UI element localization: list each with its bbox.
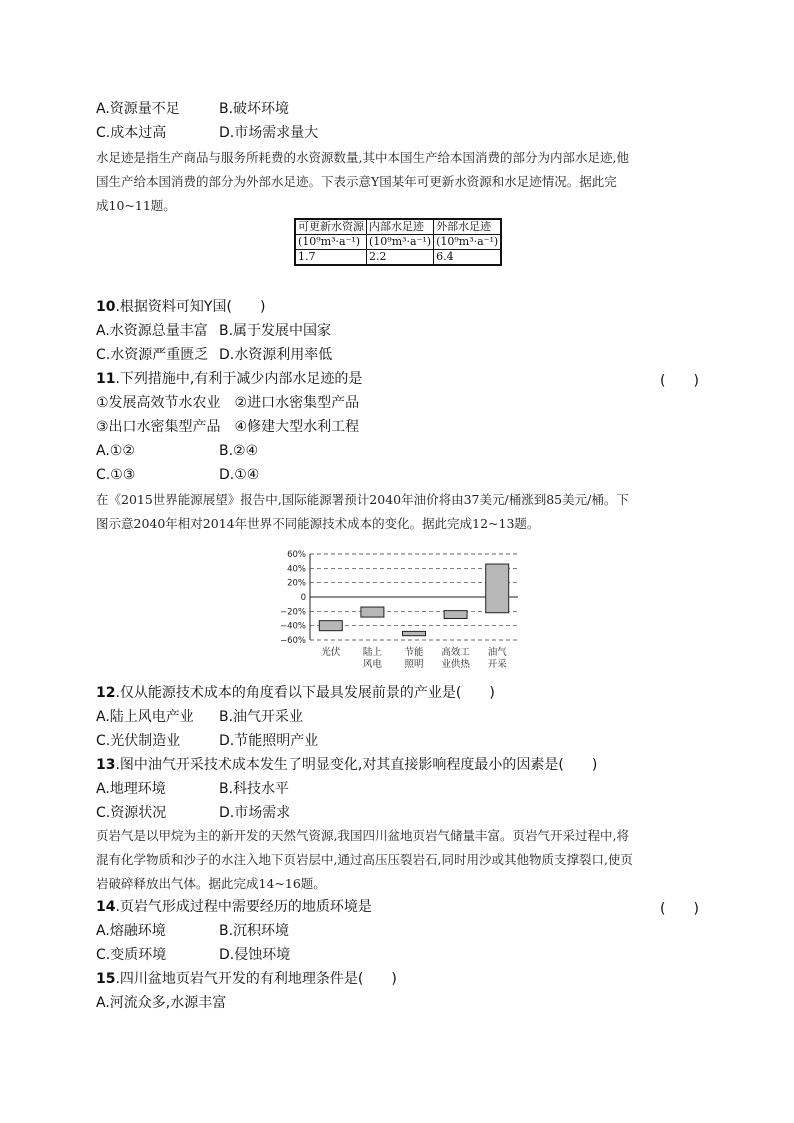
q13-stem (96, 756, 597, 774)
category-label: 开采 (487, 659, 507, 670)
table-row (295, 250, 501, 266)
y-tick-label: 60% (287, 550, 306, 560)
q15-number: 15 (96, 971, 116, 987)
q11-stem (96, 370, 362, 388)
q13-option-d: D.市场需求 (219, 805, 291, 821)
q13-option-c: C.资源状况 (96, 805, 167, 821)
table-value-cell: 6.4 (434, 250, 502, 266)
q14-stem (96, 898, 372, 916)
bar (403, 631, 426, 635)
q15-stem-text: .四川盆地页岩气开发的有利地理条件是( ) (115, 971, 397, 987)
q11-answer-paren: ( ) (660, 373, 699, 389)
y-tick-label: 20% (287, 578, 306, 589)
table-unit-cell: (10⁹m³·a⁻¹) (434, 235, 502, 250)
q10-stem (96, 298, 265, 316)
q14-number: 14 (96, 899, 116, 915)
y-tick-label: 0 (300, 593, 306, 603)
category-label: 陆上 (362, 647, 382, 658)
category-label: 业供热 (441, 659, 470, 670)
q14-option-a: A.熔融环境 (96, 923, 166, 939)
water-footprint-table (294, 218, 502, 266)
q11-option-c: C.①③ (96, 467, 136, 483)
q11-option-a: A.①② (96, 443, 135, 459)
category-label: 高效工 (441, 647, 470, 658)
category-label: 照明 (404, 659, 424, 670)
material-energy-line: 图示意2040年相对2014年世界不同能源技术成本的变化。据此完成12~13题。 (96, 516, 540, 531)
q12-number: 12 (96, 685, 116, 701)
table-value-cell: 1.7 (295, 250, 367, 266)
q14-stem-text: .页岩气形成过程中需要经历的地质环境是 (115, 899, 372, 915)
q10-option-d: D.水资源利用率低 (219, 347, 333, 363)
table-header-row (295, 219, 501, 235)
q12-stem (96, 684, 495, 702)
material-water-line: 水足迹是指生产商品与服务所耗费的水资源数量,其中本国生产给本国消费的部分为内部水足迹,他 (96, 150, 629, 165)
q13-number: 13 (96, 757, 116, 773)
q14-answer-paren: ( ) (660, 901, 699, 917)
bar (444, 611, 467, 619)
table-header-cell: 内部水足迹 (367, 219, 434, 235)
q9-option-c: C.成本过高 (96, 125, 167, 141)
y-tick-label: −60% (279, 636, 306, 646)
bar (361, 607, 384, 617)
table-unit-cell: (10⁹m³·a⁻¹) (367, 235, 434, 250)
q12-option-d: D.节能照明产业 (219, 733, 319, 749)
y-tick-label: −40% (279, 621, 306, 632)
category-label: 节能 (404, 647, 424, 658)
q13-option-b: B.科技水平 (219, 781, 290, 797)
material-water-line: 成10~11题。 (96, 198, 176, 213)
q11-item-line: ③出口水密集型产品 ④修建大型水利工程 (96, 419, 360, 435)
q10-number: 10 (96, 299, 116, 315)
q9-option-a: A.资源量不足 (96, 101, 180, 117)
category-label: 风电 (362, 659, 382, 670)
material-energy-line: 在《2015世界能源展望》报告中,国际能源署预计2040年油价将由37美元/桶涨到85美元/桶。下 (96, 492, 629, 507)
q14-option-c: C.变质环境 (96, 947, 167, 963)
material-water-line: 国生产给本国消费的部分为外部水足迹。下表示意Y国某年可更新水资源和水足迹情况。据此完 (96, 174, 617, 189)
energy-cost-chart (270, 540, 530, 676)
material-shale-line: 混有化学物质和沙子的水注入地下页岩层中,通过高压压裂岩石,同时用沙或其他物质支撑裂口,使页 (96, 852, 633, 867)
q14-option-d: D.侵蚀环境 (219, 947, 291, 963)
q9-option-d: D.市场需求量大 (219, 125, 319, 141)
q10-option-a: A.水资源总量丰富 (96, 323, 208, 339)
y-tick-label: −20% (279, 607, 306, 618)
bar (486, 564, 509, 613)
q11-number: 11 (96, 371, 116, 387)
q11-option-d: D.①④ (219, 467, 260, 483)
q13-option-a: A.地理环境 (96, 781, 166, 797)
category-label: 油气 (487, 647, 507, 658)
q10-stem-text: .根据资料可知Y国( ) (115, 299, 266, 315)
q12-stem-text: .仅从能源技术成本的角度看以下最具发展前景的产业是( ) (115, 685, 495, 701)
material-shale-line: 页岩气是以甲烷为主的新开发的天然气资源,我国四川盆地页岩气储量丰富。页岩气开采过程中,将 (96, 828, 629, 843)
q10-option-c: C.水资源严重匮乏 (96, 347, 209, 363)
q11-item-line: ①发展高效节水农业 ②进口水密集型产品 (96, 395, 360, 411)
q10-option-b: B.属于发展中国家 (219, 323, 332, 339)
q15-option-a: A.河流众多,水源丰富 (96, 995, 227, 1011)
y-tick-label: 40% (287, 564, 306, 575)
table-unit-cell: (10⁹m³·a⁻¹) (295, 235, 367, 250)
table-value-cell: 2.2 (367, 250, 434, 266)
q12-option-a: A.陆上风电产业 (96, 709, 194, 725)
q13-stem-text: .图中油气开采技术成本发生了明显变化,对其直接影响程度最小的因素是( ) (115, 757, 598, 773)
q15-stem (96, 970, 397, 988)
q12-option-c: C.光伏制造业 (96, 733, 181, 749)
table-header-cell: 可更新水资源 (295, 219, 367, 235)
material-shale-line: 岩破碎释放出气体。据此完成14~16题。 (96, 876, 326, 891)
category-label: 光伏 (321, 647, 341, 658)
q9-option-b: B.破坏环境 (219, 101, 290, 117)
q12-option-b: B.油气开采业 (219, 709, 304, 725)
q11-option-b: B.②④ (219, 443, 259, 459)
table-header-cell: 外部水足迹 (434, 219, 502, 235)
table-unit-row (295, 235, 501, 250)
q14-option-b: B.沉积环境 (219, 923, 290, 939)
bar (319, 621, 342, 631)
q11-stem-text: .下列措施中,有利于减少内部水足迹的是 (115, 371, 363, 387)
